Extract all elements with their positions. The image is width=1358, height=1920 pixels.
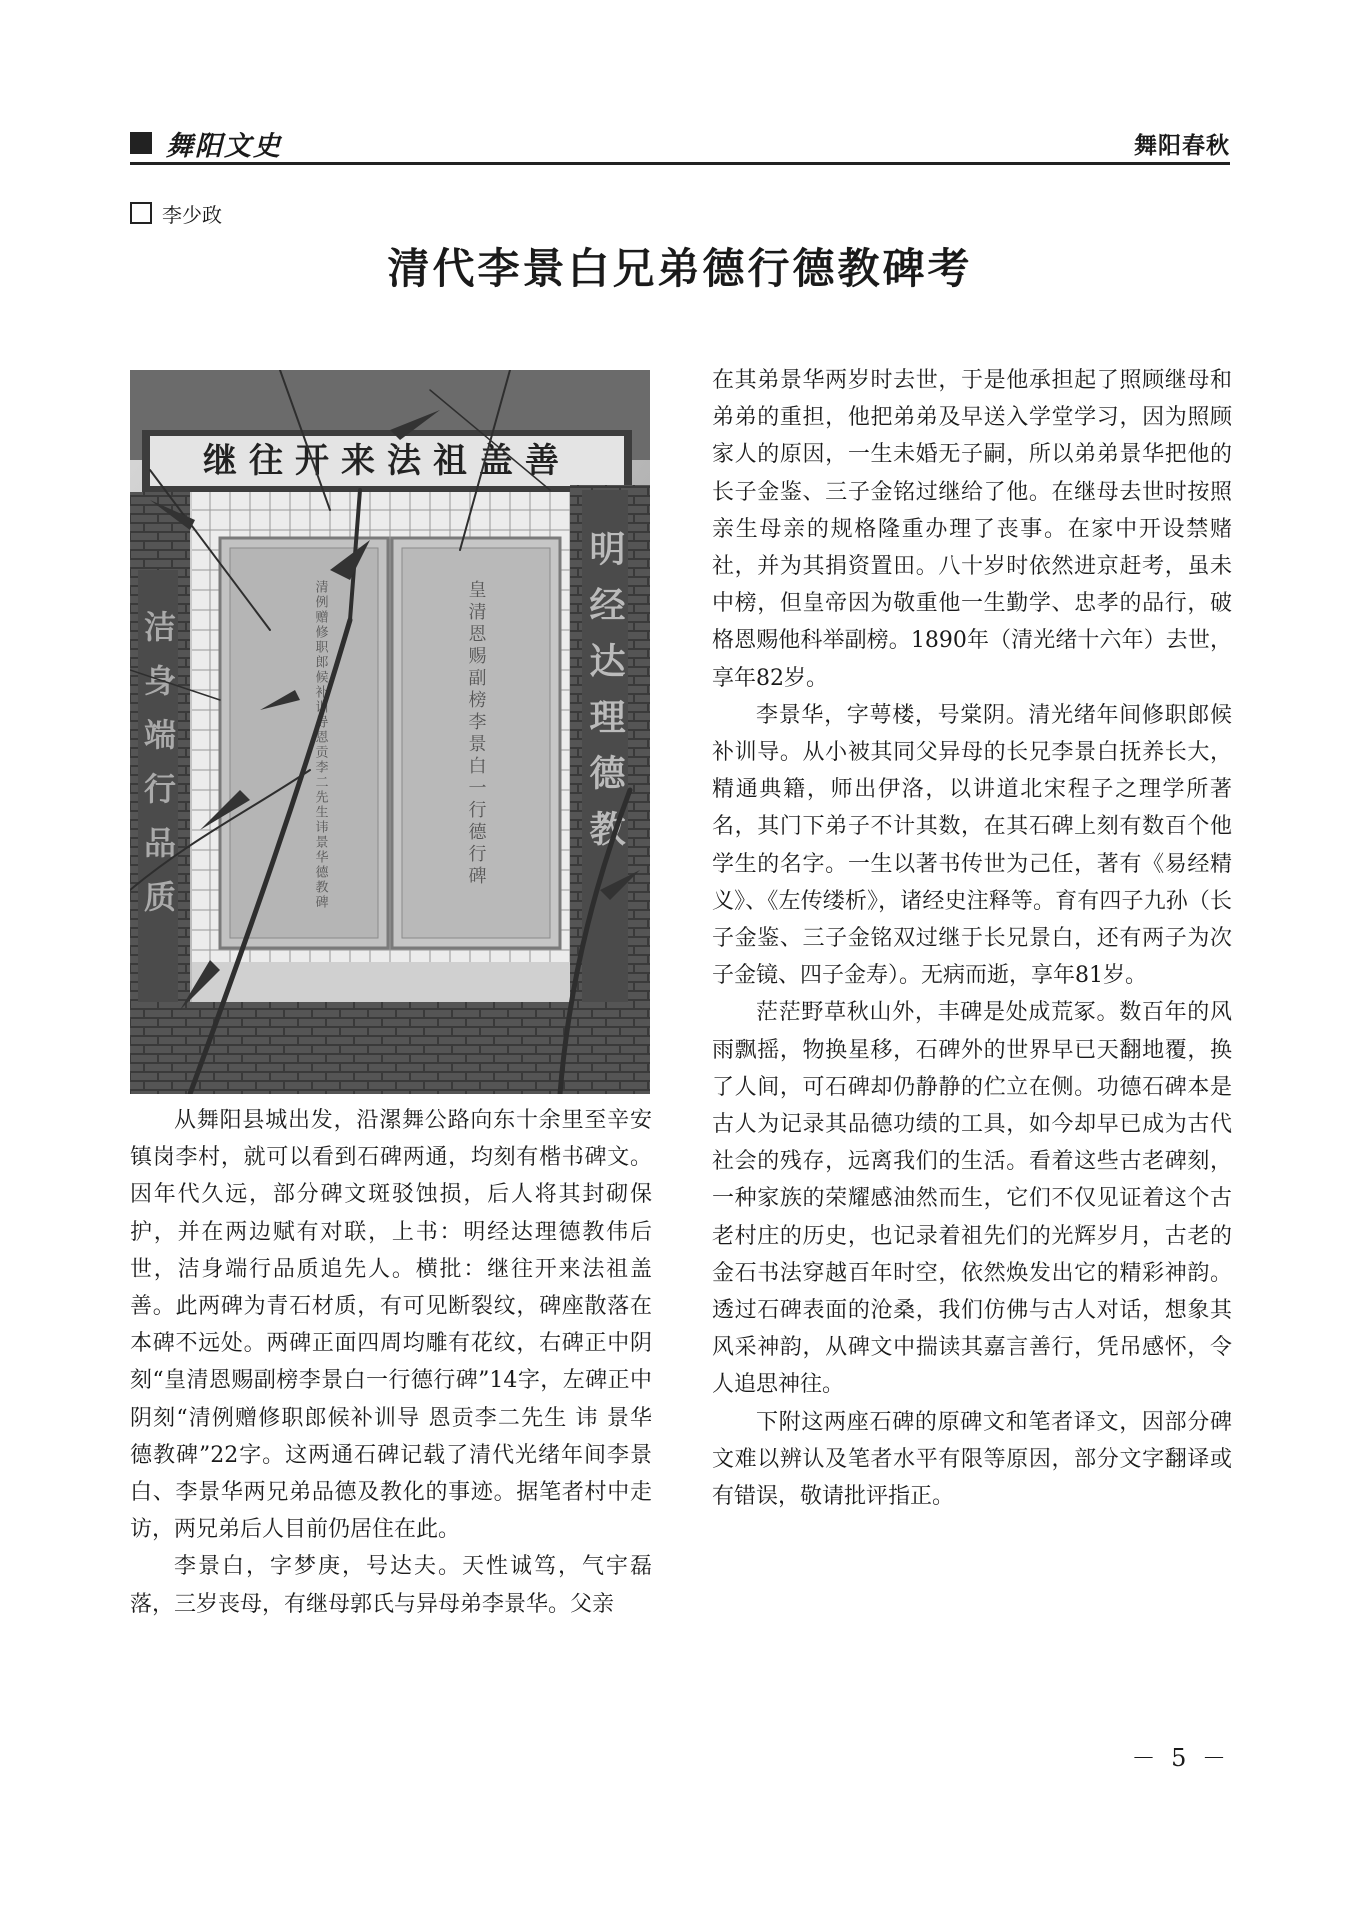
page-number: － 5 －	[1131, 1744, 1230, 1772]
left-stele-inscription: 清例赠修职郎候补训导恩贡李二先生讳景华德教碑	[312, 580, 328, 910]
right-stele-inscription: 皇清恩赐副榜李景白一行德行碑	[465, 580, 487, 888]
paragraph-continued: 在其弟景华两岁时去世，于是他承担起了照顾继母和弟弟的重担，他把弟弟及早送入学堂学习，因为照顾家人的原因，一生未婚无子嗣，所以弟弟景华把他的长子金鉴、三子金铭过继给了他。在继母去世时按照亲生母亲的规格隆重办理了丧事。在家中开设禁赌社，并为其捐资置田。八十岁时依然进京赶考，虽未中榜，但皇帝因为敬重他一生勤学、忠孝的品行，破格恩赐他科举副榜。1890年（清光绪十六年）去世，享年82岁。	[712, 368, 1232, 691]
author-box-icon	[130, 202, 152, 224]
header-rule	[130, 162, 1230, 165]
journal-name: 舞阳文史	[166, 130, 282, 162]
left-column	[130, 1102, 652, 1623]
lintel-inscription: 继往开来法祖盖善	[203, 441, 571, 481]
paragraph: 李景白，字梦庚，号达夫。天性诚笃，气宇磊落，三岁丧母，有继母郭氏与异母弟李景华。父亲	[130, 1554, 652, 1617]
right-couplet: 明经达理德教	[584, 530, 626, 866]
section-name: 舞阳春秋	[1134, 132, 1230, 159]
paragraph: 李景华，字萼楼，号棠阴。清光绪年间修职郎候补训导。从小被其同父异母的长兄李景白抚养长大，精通典籍，师出伊洛，以讲道北宋程子之理学所著名，其门下弟子不计其数，在其石碑上刻有数百个他学生的名字。一生以著书传世为己任，著有《易经精义》、《左传缕析》，诸经史注释等。育有四子九孙（长子金鉴、三子金铭双过继于长兄景白，还有两子为次子金镜、四子金寿）。无病而逝，享年81岁。	[712, 702, 1232, 989]
author-name: 李少政	[162, 202, 222, 227]
right-column	[712, 362, 1232, 1515]
paragraph: 茫茫野草秋山外，丰碑是处成荒冢。数百年的风雨飘摇，物换星移，石碑外的世界早已天翻地覆，换了人间，可石碑却仍静静的伫立在侧。功德石碑本是古人为记录其品德功绩的工具，如今却早已成为古代社会的残存，远离我们的生活。看着这些古老碑刻，一种家族的荣耀感油然而生，它们不仅见证着这个古老村庄的历史，也记录着祖先们的光辉岁月，古老的金石书法穿越百年时空，依然焕发出它的精彩神韵。透过石碑表面的沧桑，我们仿佛与古人对话，想象其风采神韵，从碑文中揣读其嘉言善行，凭吊感怀，令人追思神往。	[712, 1000, 1232, 1398]
journal-header	[130, 124, 282, 162]
left-couplet: 洁身端行品质	[139, 610, 177, 934]
header-square-icon	[130, 132, 152, 154]
article-title: 清代李景白兄弟德行德教碑考	[387, 244, 973, 293]
paragraph: 从舞阳县城出发，沿漯舞公路向东十余里至辛安镇岗李村，就可以看到石碑两通，均刻有楷书碑文。因年代久远，部分碑文斑驳蚀损，后人将其封砌保护，并在两边赋有对联，上书：明经达理德教伟后世，洁身端行品质追先人。横批：继往开来法祖盖善。此两碑为青石材质，有可见断裂纹，碑座散落在本碑不远处。两碑正面四周均雕有花纹，右碑正中阴刻“皇清恩赐副榜李景白一行德行碑”14字，左碑正中阴刻“清例赠修职郎候补训导 恩贡李二先生 讳 景华 德教碑”22字。这两通石碑记载了清代光绪年间李景白、李景华两兄弟品德及教化的事迹。据笔者村中走访，两兄弟后人目前仍居住在此。	[130, 1108, 652, 1543]
paragraph: 下附这两座石碑的原碑文和笔者译文，因部分碑文难以辨认及笔者水平有限等原因，部分文字翻译或有错误，敬请批评指正。	[712, 1409, 1232, 1510]
stele-photo	[130, 370, 650, 1094]
author-line	[130, 200, 222, 226]
